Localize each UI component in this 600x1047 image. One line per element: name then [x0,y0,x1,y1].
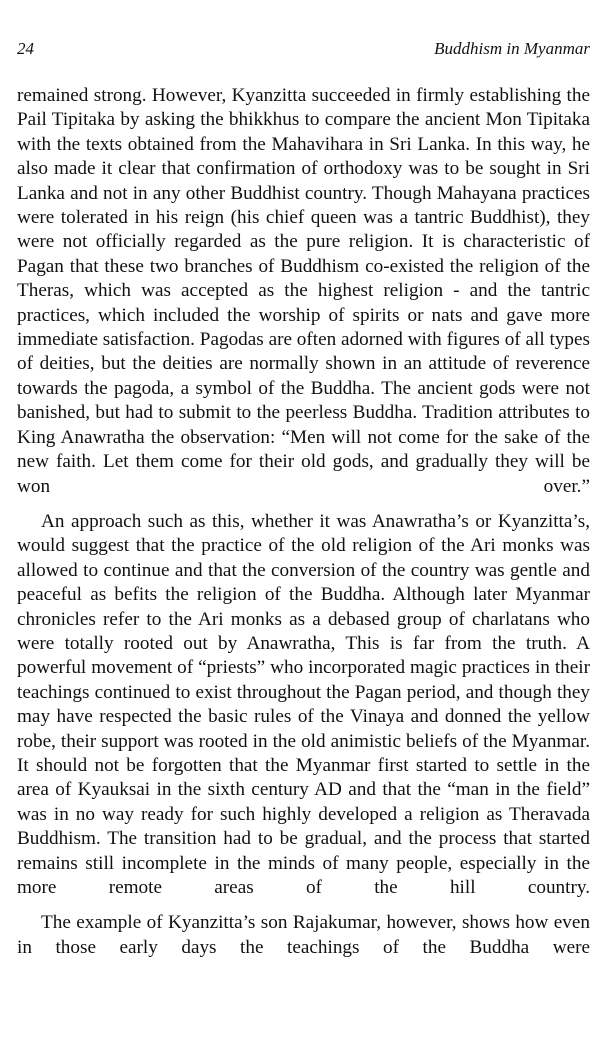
paragraph-2: An approach such as this, whether it was Anawratha’s or Kyanzitta’s, would suggest that the practice of the old religion of the Ari monks was allowed to continue and that the conversion of the country was gentle and peaceful as befits the religion of the Buddha. Although later Myanmar chronicles refer to the Ari monks as a debased group of charlatans who were totally rooted out by Anawratha, This is far from the truth. A powerful movement of “priests” who incorporated magic practices in their teachings continued to exist throughout the Pagan period, and though they may have respected the basic rules of the Vinaya and donned the yellow robe, their support was rooted in the old animistic beliefs of the Myanmar. It should not be forgotten that the Myanmar first started to settle in the area of Kyauksai in the sixth century AD and that the “man in the field” was in no way ready for such highly developed a religion as Theravada Buddhism. The transition had to be gradual, and the process that started remains still incomplete in the minds of many people, especially in the more remote areas of the hill country. [17,510,590,898]
page-header [17,34,590,64]
body-text [17,84,590,960]
paragraph-1: remained strong. However, Kyanzitta succeeded in firmly establishing the Pail Tipitaka by asking the bhikkhus to compare the ancient Mon Tipitaka with the texts obtained from the Mahavihara in Sri Lanka. In this way, he also made it clear that confirmation of orthodoxy was to be sought in Sri Lanka and not in any other Buddhist country. Though Mahayana practices were tolerated in his reign (his chief queen was a tantric Buddhist), they were not officially regarded as the pure religion. It is characteristic of Pagan that these two branches of Buddhism co-existed the religion of the Theras, which was accepted as the highest religion - and the tantric practices, which included the worship of spirits or nats and gave more immediate satisfaction. Pagodas are often adorned with figures of all types of deities, but the deities are normally shown in an attitude of reverence towards the pagoda, a symbol of the Buddha. The ancient gods were not banished, but had to submit to the peerless Buddha. Tradition attributes to King Anawratha the observation: “Men will not come for the sake of the new faith. Let them come for their old gods, and gradually they will be won over.” [17,85,590,497]
page-number: 24 [17,39,34,58]
paragraph-3: The example of Kyanzitta’s son Rajakumar, however, shows how even in those early days the teachings of the Buddha were [17,912,590,958]
running-title: Buddhism in Myanmar [434,39,590,58]
page [17,34,590,64]
